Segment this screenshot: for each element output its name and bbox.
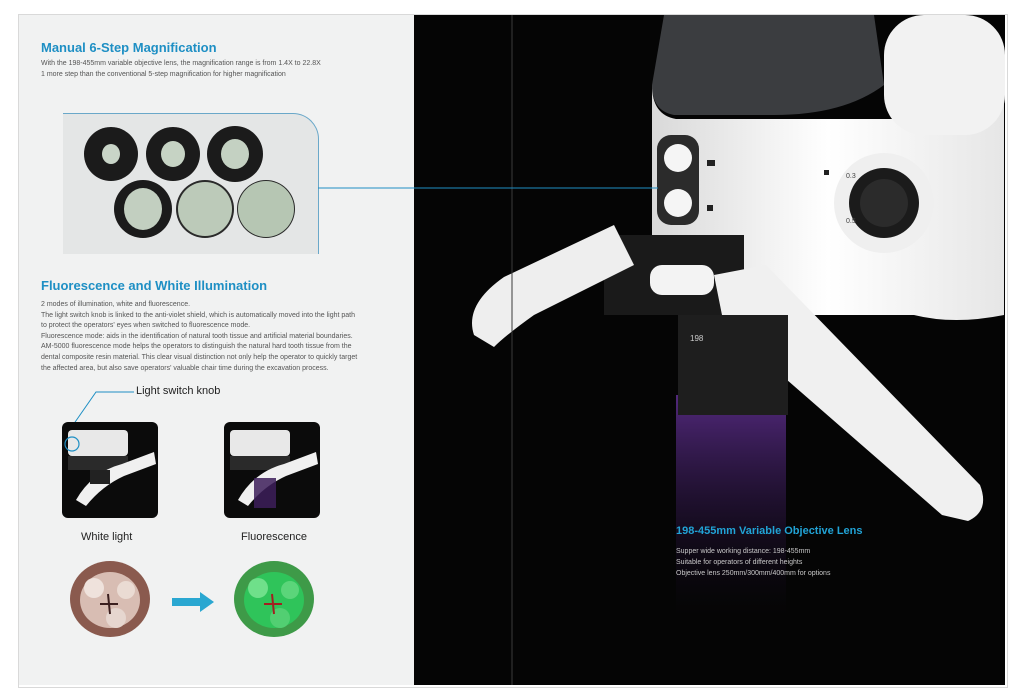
tooth-mag-2 [146, 127, 200, 181]
objective-lens-ring [678, 315, 788, 415]
white-light-label: White light [81, 531, 133, 543]
fluorescence-line-6: dental composite resin material. This clear visual distinction not only help the operator to quickly target [41, 354, 358, 361]
fluorescence-line-2: The light switch knob is linked to the anti-violet shield, which is automatically moved into the light path [41, 311, 355, 319]
fluorescence-line-4: Fluorescence mode: aids in the identification of natural tooth tissue and artificial material boundaries. [41, 332, 353, 340]
fluorescence-line-5: AM-5000 fluorescence mode helps the operators to distinguish the natural hard tooth tissue from the [41, 343, 352, 351]
fluorescence-line-7: the affected area, but also save operators' valuable chair time during the excavation process. [41, 364, 329, 372]
tooth-white-light-photo [66, 560, 156, 638]
dial-mark-0-5: 0.5 [846, 218, 856, 225]
magnification-line-2: 1 more step than the conventional 5-step magnification for higher magnification [41, 71, 286, 78]
dial-mark-0-3: 0.3 [846, 173, 856, 180]
arrow-icon [172, 592, 216, 612]
lens-line-1: Supper wide working distance: 198-455mm [676, 548, 811, 555]
fluorescence-title: Fluorescence and White Illumination [41, 278, 268, 293]
lens-title: 198-455mm Variable Objective Lens [676, 525, 863, 537]
fluorescence-label: Fluorescence [241, 531, 308, 543]
light-switch-knob-callout: Light switch knob [136, 385, 221, 397]
microscope-photo-panel [414, 15, 1005, 685]
thumbnail-connector-line [318, 186, 658, 190]
lens-line-2: Suitable for operators of different heights [676, 559, 803, 566]
lens-line-3: Objective lens 250mm/300mm/400mm for options [676, 570, 831, 577]
tooth-fluorescence-photo [230, 560, 320, 638]
fluorescence-line-1: 2 modes of illumination, white and fluorescence. [41, 301, 191, 308]
light-switch-knob [650, 265, 714, 295]
fluorescence-line-3: to protect the operators' eyes when switched to fluorescence mode. [41, 322, 251, 330]
ring-label: 198 [690, 334, 704, 343]
microscope-illustration [414, 15, 1005, 685]
tooth-mag-1 [84, 127, 138, 181]
magnification-title: Manual 6-Step Magnification [41, 40, 217, 55]
fluorescence-image [224, 422, 320, 518]
tooth-mag-4 [114, 180, 172, 238]
tooth-mag-6 [237, 180, 295, 238]
magnification-line-1: With the 198-455mm variable objective lens, the magnification range is from 1.4X to 22.8X [41, 60, 321, 67]
white-light-image [62, 422, 158, 518]
tooth-magnification-images [63, 114, 318, 254]
fluorescence-light-beam [676, 395, 786, 615]
tooth-mag-3 [207, 126, 263, 182]
tooth-mag-5 [176, 180, 234, 238]
microscope-upper-housing [652, 15, 884, 115]
magnification-thumbnails [63, 113, 319, 254]
